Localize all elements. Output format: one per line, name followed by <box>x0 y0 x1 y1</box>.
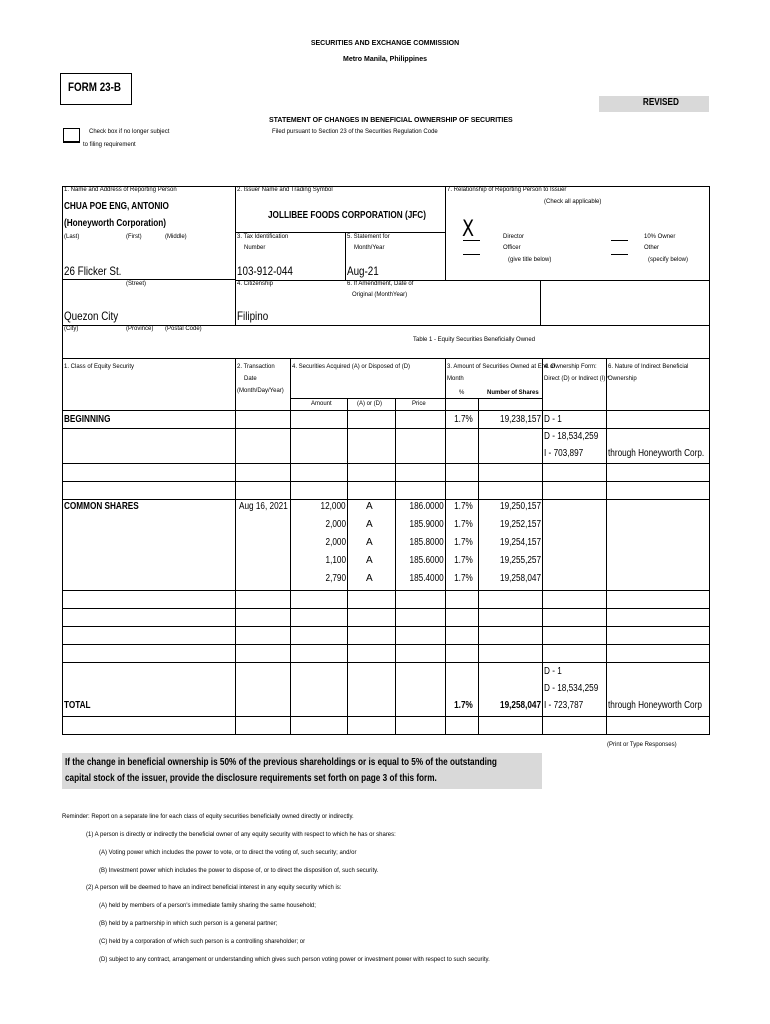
officer-label: Officer <box>503 245 521 251</box>
tax-id-value: 103-912-044 <box>237 264 293 278</box>
col-owned-header-1: 3. Amount of Securities Owned at End of <box>447 364 556 370</box>
col-date-header-3: (Month/Day/Year) <box>237 388 284 394</box>
agency-name: SECURITIES AND EXCHANGE COMMISSION <box>310 40 460 47</box>
box5-label-line2: Month/Year <box>354 245 385 251</box>
common-shares: 19,258,047 <box>499 573 541 584</box>
director-label: Director <box>503 234 525 240</box>
common-amount: 2,000 <box>325 537 346 548</box>
beginning-pct: 1.7% <box>454 414 473 425</box>
aord-header: (A) or (D) <box>357 401 382 407</box>
last-label: (Last) <box>64 234 80 240</box>
reminder-p2: (2) A person will be deemed to have an indirect beneficial interest in any equity security which is: <box>86 885 342 891</box>
col-nature-header-1: 6. Nature of Indirect Beneficial <box>608 364 689 370</box>
common-pct: 1.7% <box>454 519 473 530</box>
street-label: (Street) <box>126 281 147 287</box>
notice-line1: If the change in beneficial ownership is 50% of the previous shareholdings or is equal to 5% of the outstanding <box>65 757 497 768</box>
reminder-intro: Reminder: Report on a separate line for each class of equity securities beneficially owned directly or indirectly. <box>62 814 354 820</box>
box3-label-line2: Number <box>244 245 266 251</box>
reminder-p2d: (D) subject to any contract, arrangement or understanding which gives such person voting power or investment power with respect to such security. <box>99 957 490 963</box>
notice-line2: capital stock of the issuer, provide the disclosure requirements set forth on page 3 of this form. <box>65 773 437 784</box>
beginning-own-2: D - 18,534,259 <box>544 431 599 442</box>
middle-label: (Middle) <box>165 234 187 240</box>
beginning-own-3: I - 703,897 <box>544 448 584 459</box>
form-title-box <box>60 73 132 105</box>
common-aord: A <box>366 519 373 530</box>
reminder-p2b: (B) held by a partnership in which such person is a general partner; <box>99 921 278 927</box>
common-price: 185.4000 <box>409 573 444 584</box>
revised-label: REVISED <box>642 97 679 108</box>
common-shares: 19,252,157 <box>499 519 541 530</box>
director-check-mark[interactable]: X <box>462 217 475 242</box>
beginning-nature: through Honeyworth Corp. <box>608 448 705 459</box>
common-shares: 19,250,157 <box>499 501 541 512</box>
common-amount: 2,000 <box>325 519 346 530</box>
beginning-label: BEGINNING <box>64 414 111 425</box>
common-price: 185.8000 <box>409 537 444 548</box>
box1-label: 1. Name and Address of Reporting Person <box>64 187 177 193</box>
total-label: TOTAL <box>64 700 91 711</box>
common-pct: 1.7% <box>454 573 473 584</box>
common-label: COMMON SHARES <box>64 501 139 512</box>
print-note: (Print or Type Responses) <box>607 742 677 748</box>
price-header: Price <box>412 401 426 407</box>
common-aord: A <box>366 537 373 548</box>
col-ownership-header-1: 4. Ownership Form: <box>544 364 597 370</box>
reminder-p1a: (A) Voting power which includes the power to vote, or to direct the voting of, such security; and/or <box>99 850 357 856</box>
no-longer-subject-checkbox[interactable] <box>63 128 80 143</box>
check-all-applicable: (Check all applicable) <box>544 199 602 205</box>
common-pct: 1.7% <box>454 537 473 548</box>
owner10-label: 10% Owner <box>644 234 676 240</box>
reminder-p1: (1) A person is directly or indirectly the beneficial owner of any equity security with respect to which he has or shares: <box>86 832 396 838</box>
reminder-p2a: (A) held by members of a person's immediate family sharing the same household; <box>99 903 316 909</box>
reminder-p2c: (C) held by a corporation of which such person is a controlling shareholder; or <box>99 939 306 945</box>
total-shares: 19,258,047 <box>499 700 541 711</box>
col-owned-header-2: Month <box>447 376 464 382</box>
box6-label-line1: 6. If Amendment, Date of <box>347 281 414 287</box>
statement-title: STATEMENT OF CHANGES IN BENEFICIAL OWNERSHIP OF SECURITIES <box>269 117 513 124</box>
common-price: 186.0000 <box>409 501 444 512</box>
box3-label-line1: 3. Tax Identification <box>237 234 289 240</box>
total-nature: through Honeyworth Corp <box>608 700 702 711</box>
other-label: Other <box>644 245 660 251</box>
common-amount: 12,000 <box>320 501 346 512</box>
common-price: 185.6000 <box>409 555 444 566</box>
common-shares: 19,254,157 <box>499 537 541 548</box>
common-date: Aug 16, 2021 <box>239 501 288 512</box>
first-label: (First) <box>126 234 142 240</box>
common-aord: A <box>366 555 373 566</box>
street-value: 26 Flicker St. <box>64 264 122 278</box>
specify-label: (specify below) <box>648 257 689 263</box>
box5-label-line1: 5. Statement for <box>347 234 390 240</box>
common-amount: 1,100 <box>325 555 346 566</box>
reporting-person-name: CHUA POE ENG, ANTONIO <box>64 201 169 212</box>
form-title: FORM 23-B <box>68 80 122 94</box>
common-amount: 2,790 <box>325 573 346 584</box>
col-ownership-header-2: Direct (D) or Indirect (I) * <box>544 376 610 382</box>
give-title-label: (give title below) <box>508 257 552 263</box>
checkbox-label-line2: to filing requirement <box>83 142 136 148</box>
agency-location: Metro Manila, Philippines <box>342 56 427 63</box>
checkbox-label-line1: Check box if no longer subject <box>89 129 170 135</box>
beginning-shares: 19,238,157 <box>499 414 541 425</box>
common-aord: A <box>366 501 373 512</box>
reporting-person-company: (Honeyworth Corporation) <box>64 218 167 229</box>
common-pct: 1.7% <box>454 501 473 512</box>
city-value: Quezon City <box>64 309 119 323</box>
statement-month-value: Aug-21 <box>347 264 379 278</box>
box2-label: 2. Issuer Name and Trading Symbol <box>237 187 333 193</box>
box6-label-line2: Original (MonthYear) <box>352 292 408 298</box>
revised-banner <box>599 96 709 112</box>
total-own-1: D - 1 <box>544 666 562 677</box>
common-pct: 1.7% <box>454 555 473 566</box>
col-class-header: 1. Class of Equity Security <box>64 364 135 370</box>
citizenship-value: Filipino <box>237 309 269 323</box>
postal-label: (Postal Code) <box>165 326 202 332</box>
num-shares-header: Number of Shares <box>487 390 539 396</box>
common-price: 185.9000 <box>409 519 444 530</box>
total-pct: 1.7% <box>454 700 473 711</box>
table1-title: Table 1 - Equity Securities Beneficially Owned <box>413 337 536 343</box>
box7-label: 7. Relationship of Reporting Person to Issuer <box>447 187 567 193</box>
box4-label: 4. Citizenship <box>237 281 274 287</box>
col-date-header-2: Date <box>244 376 257 382</box>
common-aord: A <box>366 573 373 584</box>
filed-pursuant: Filed pursuant to Section 23 of the Securities Regulation Code <box>272 129 438 135</box>
amount-header: Amount <box>311 401 332 407</box>
pct-header: % <box>459 390 465 396</box>
total-own-2: D - 18,534,259 <box>544 683 599 694</box>
col-nature-header-2: Ownership <box>608 376 637 382</box>
col-date-header-1: 2. Transaction <box>237 364 275 370</box>
reminder-p1b: (B) Investment power which includes the power to dispose of, or to direct the disposition of, such security. <box>99 868 379 874</box>
city-label: (City) <box>64 326 79 332</box>
common-shares: 19,255,257 <box>499 555 541 566</box>
total-own-3: I - 723,787 <box>544 700 584 711</box>
notice-banner <box>62 753 542 789</box>
province-label: (Province) <box>126 326 154 332</box>
issuer-name: JOLLIBEE FOODS CORPORATION (JFC) <box>268 210 426 221</box>
col-acquired-header: 4. Securities Acquired (A) or Disposed of (D) <box>292 364 411 370</box>
beginning-own-1: D - 1 <box>544 414 562 425</box>
